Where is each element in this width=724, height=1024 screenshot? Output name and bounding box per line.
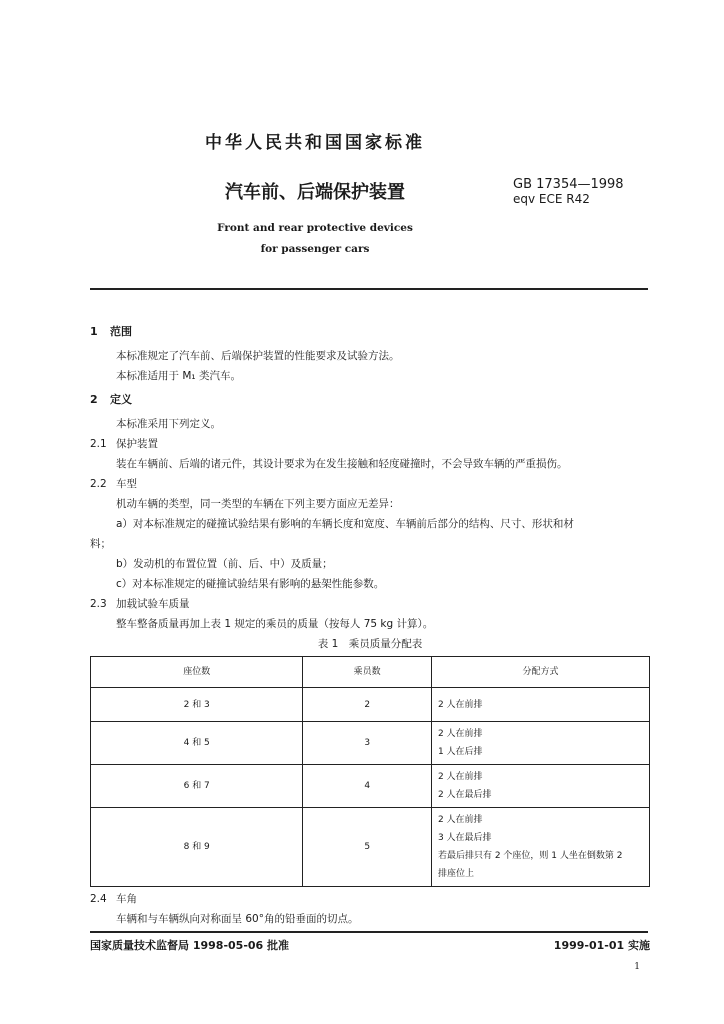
paragraph: 本标准适用于 M₁ 类汽车。 [116, 370, 241, 382]
cell-distribution: 2 人在前排 3 人在最后排 若最后排只有 2 个座位，则 1 人坐在倒数第 2 排座位上 [431, 808, 649, 887]
section-1-heading [90, 322, 650, 342]
table-row [91, 765, 650, 808]
table-row [91, 688, 650, 722]
paragraph: 装在车辆前、后端的诸元件，其设计要求为在发生接触和轻度碰撞时，不会导致车辆的严重损伤。 [116, 458, 568, 470]
list-item-b: b）发动机的布置位置（前、后、中）及质量； [116, 558, 333, 570]
approval-note: 国家质量技术监督局 1998-05-06 批准 [90, 939, 290, 952]
section-number: 2 [90, 393, 98, 406]
subsection-title: 车角 [116, 893, 137, 905]
subsection-number: 2.4 [90, 893, 107, 905]
cell-distribution: 2 人在前排 1 人在后排 [431, 722, 649, 765]
section-title: 范围 [110, 325, 132, 338]
subsection-2-3-heading [90, 594, 650, 614]
table-row [91, 808, 650, 887]
cell-seats: 6 和 7 [91, 765, 303, 808]
header-seats: 座位数 [91, 657, 303, 688]
equivalence-note: eqv ECE R42 [513, 192, 590, 206]
subsection-number: 2.1 [90, 438, 107, 450]
paragraph: 本标准采用下列定义。 [116, 418, 221, 430]
paragraph: 本标准规定了汽车前、后端保护装置的性能要求及试验方法。 [116, 350, 400, 362]
effective-date: 1999-01-01 实施 [553, 939, 650, 952]
document-title-cn: 汽车前、后端保护装置 [225, 182, 405, 203]
page-number: 1 [634, 962, 640, 972]
title-en-line-1: Front and rear protective devices [217, 222, 413, 234]
document-title-en [0, 218, 630, 260]
table-row [91, 722, 650, 765]
paragraph: 机动车辆的类型，同一类型的车辆在下列主要方面应无差异： [116, 498, 400, 510]
section-title: 定义 [110, 393, 132, 406]
cell-seats: 8 和 9 [91, 808, 303, 887]
cell-occupants: 3 [303, 722, 432, 765]
table-header-row [91, 657, 650, 688]
cell-occupants: 5 [303, 808, 432, 887]
cell-seats: 4 和 5 [91, 722, 303, 765]
subsection-title: 保护装置 [116, 438, 158, 450]
title-en-line-2: for passenger cars [260, 243, 370, 255]
subsection-number: 2.2 [90, 478, 107, 490]
cell-distribution: 2 人在前排 2 人在最后排 [431, 765, 649, 808]
list-item-a-continuation: 料； [90, 538, 111, 550]
standard-code-block [513, 178, 653, 206]
list-item-a: a）对本标准规定的碰撞试验结果有影响的车辆长度和宽度、车辆前后部分的结构、尺寸、形状和材 [116, 518, 574, 530]
cell-seats: 2 和 3 [91, 688, 303, 722]
standard-code: GB 17354—1998 [513, 177, 624, 192]
header-occupants: 乘员数 [303, 657, 432, 688]
header-divider [90, 288, 648, 290]
cell-occupants: 4 [303, 765, 432, 808]
subsection-title: 加载试验车质量 [116, 598, 190, 610]
footer-divider [90, 931, 648, 933]
table-caption: 表 1 乘员质量分配表 [317, 638, 423, 650]
paragraph: 整车整备质量再加上表 1 规定的乘员的质量（按每人 75 kg 计算）。 [116, 618, 434, 630]
cell-occupants: 2 [303, 688, 432, 722]
section-2-heading [90, 390, 650, 410]
subsection-2-2-heading [90, 474, 650, 494]
subsection-2-1-heading [90, 434, 650, 454]
document-body [90, 318, 650, 929]
occupant-mass-table [90, 656, 650, 887]
section-number: 1 [90, 325, 98, 338]
subsection-2-4-heading [90, 889, 650, 909]
subsection-number: 2.3 [90, 598, 107, 610]
list-item-c: c）对本标准规定的碰撞试验结果有影响的悬架性能参数。 [116, 578, 385, 590]
cell-distribution: 2 人在前排 [431, 688, 649, 722]
header-distribution: 分配方式 [431, 657, 649, 688]
paragraph: 车辆和与车辆纵向对称面呈 60°角的铅垂面的切点。 [116, 913, 359, 925]
national-standard-heading: 中华人民共和国国家标准 [205, 133, 425, 153]
subsection-title: 车型 [116, 478, 137, 490]
